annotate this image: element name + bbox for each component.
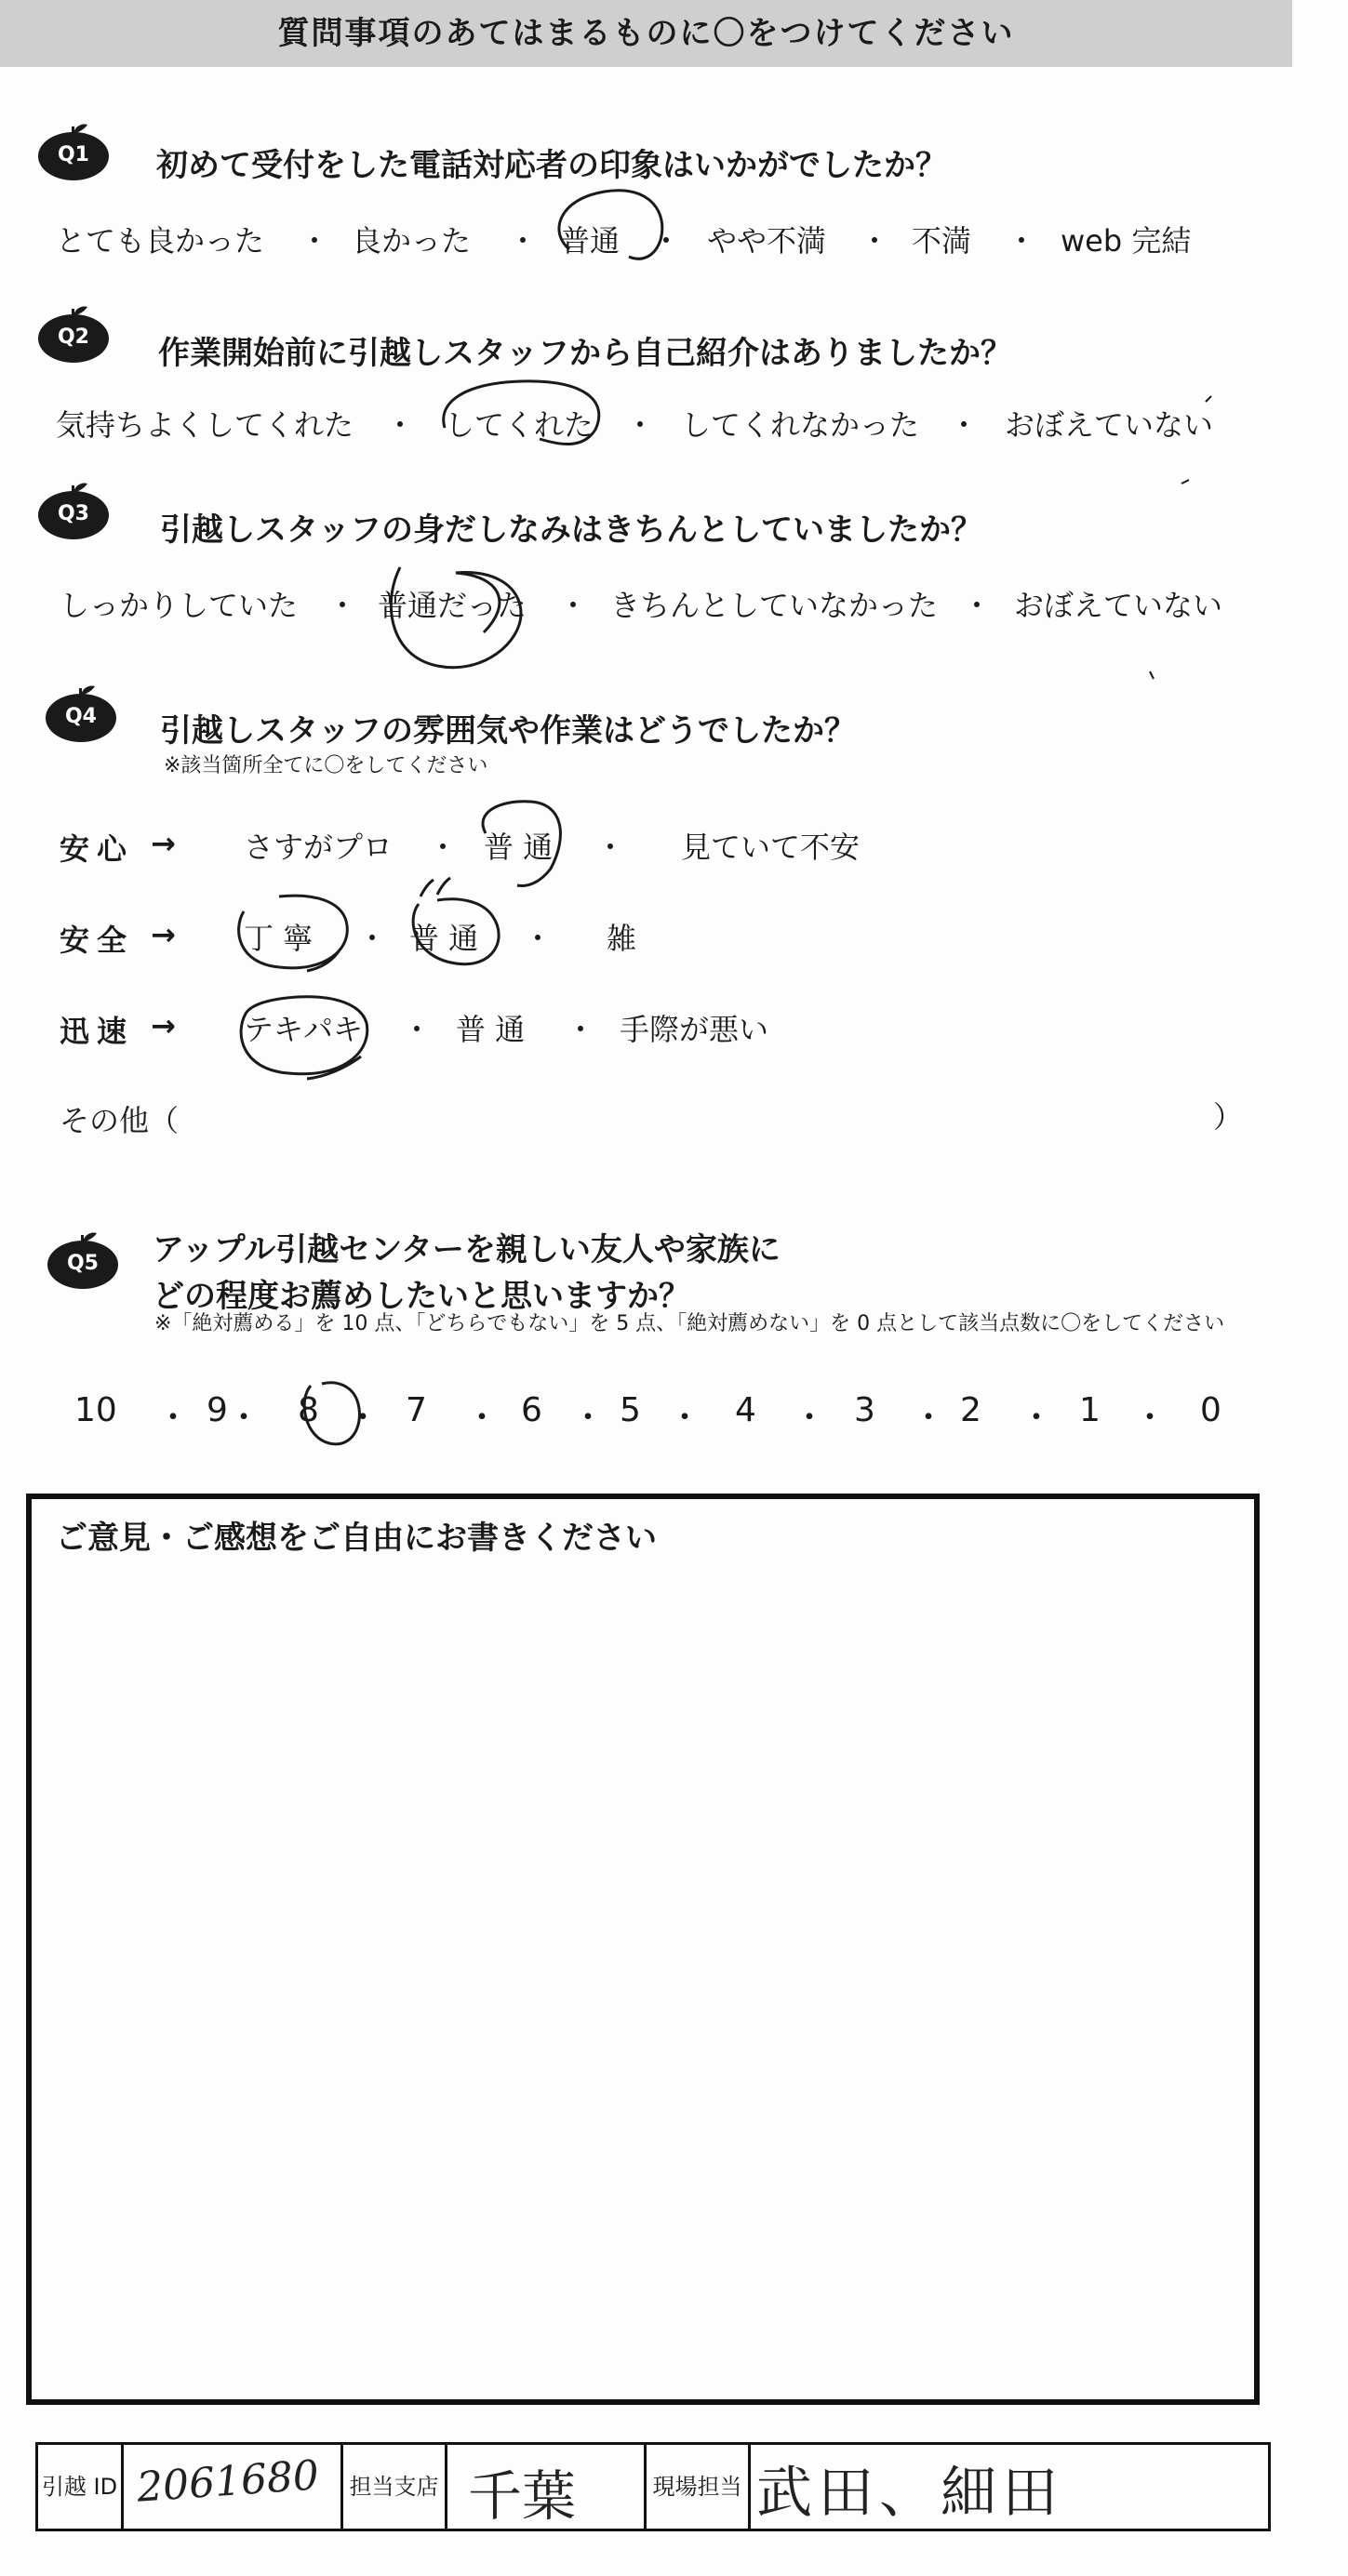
- q4-note: ※該当箇所全てに〇をしてください: [164, 754, 488, 777]
- q4-sep: ・: [428, 830, 459, 865]
- q4-option[interactable]: 見ていて不安: [681, 830, 861, 865]
- arrow-icon: →: [151, 826, 183, 861]
- q2-badge-label: Q2: [57, 325, 89, 349]
- q1-title: 初めて受付をした電話対応者の印象はいかがでしたか？: [156, 147, 947, 184]
- selection-circle: [413, 878, 499, 964]
- selection-circle: [391, 567, 521, 668]
- score-sep: ・: [156, 1399, 191, 1437]
- q4-row-label: 迅速: [60, 1014, 135, 1049]
- q3-option-selected[interactable]: 普通だった: [378, 588, 527, 623]
- score-option[interactable]: 6: [521, 1391, 542, 1429]
- q4-sep: ・: [566, 1012, 596, 1047]
- branch-value: 千葉: [468, 2464, 577, 2528]
- score-option[interactable]: 3: [854, 1391, 875, 1429]
- score-sep: ・: [912, 1399, 946, 1437]
- q4-sep: ・: [523, 921, 554, 956]
- q4-option[interactable]: さすがプロ: [244, 830, 394, 865]
- q2-option-selected[interactable]: してくれた: [445, 407, 594, 443]
- score-option[interactable]: 10: [74, 1391, 117, 1429]
- score-sep: ・: [1020, 1399, 1054, 1437]
- score-option[interactable]: 4: [735, 1391, 756, 1429]
- q1-sep: ・: [300, 223, 330, 259]
- q1-sep: ・: [860, 223, 890, 259]
- q3-sep: ・: [962, 588, 993, 623]
- q1-option[interactable]: 不満: [912, 223, 972, 259]
- page-title: 質問事項のあてはまるものに〇をつけてください: [277, 15, 1015, 52]
- staff-value: 武田、細田: [756, 2461, 1063, 2526]
- score-sep: ・: [668, 1399, 702, 1437]
- q1-option[interactable]: とても良かった: [56, 223, 265, 259]
- selection-circle: [239, 896, 348, 971]
- q5-title-line1: アップル引越センターを親しい友人や家族に: [153, 1231, 781, 1268]
- id-label: 引越 ID: [38, 2445, 124, 2529]
- selection-circle: [241, 997, 367, 1079]
- arrow-icon: →: [151, 917, 183, 952]
- q2-sep: ・: [385, 407, 416, 443]
- score-sep: ・: [571, 1399, 606, 1437]
- q4-other-close: ）: [1213, 1099, 1244, 1135]
- q3-option[interactable]: おぼえていない: [1014, 588, 1223, 623]
- q1-option[interactable]: web 完結: [1061, 223, 1192, 259]
- score-option[interactable]: 1: [1079, 1391, 1101, 1429]
- q4-option-selected[interactable]: テキパキ: [244, 1012, 364, 1047]
- q4-sep: ・: [402, 1012, 433, 1047]
- score-sep: ・: [346, 1399, 380, 1437]
- score-option[interactable]: 0: [1200, 1391, 1221, 1429]
- score-option[interactable]: 9: [207, 1391, 228, 1429]
- score-sep: ・: [465, 1399, 500, 1437]
- q5-title-line2: どの程度お薦めしたいと思いますか？: [153, 1278, 690, 1315]
- q4-option[interactable]: 手際が悪い: [620, 1012, 769, 1047]
- q4-option[interactable]: 雑: [607, 921, 637, 956]
- q4-row-label: 安心: [60, 831, 135, 867]
- q4-option-selected[interactable]: 丁 寧: [244, 921, 314, 956]
- q1-option[interactable]: やや不満: [707, 223, 827, 259]
- q1-sep: ・: [508, 223, 539, 259]
- score-option[interactable]: 7: [406, 1391, 427, 1429]
- q3-option[interactable]: きちんとしていなかった: [610, 588, 939, 623]
- score-option-selected[interactable]: 8: [298, 1391, 319, 1429]
- q1-badge-label: Q1: [57, 143, 89, 166]
- selection-circle: [483, 802, 560, 886]
- score-sep: ・: [227, 1399, 261, 1437]
- q4-sep: ・: [357, 921, 388, 956]
- q5-note: ※「絶対薦める」を 10 点、「どちらでもない」を 5 点、「絶対薦めない」を 0 点として該当点数に〇をしてください: [154, 1312, 1225, 1335]
- score-sep: ・: [1133, 1399, 1168, 1437]
- selection-circle: [304, 1383, 359, 1444]
- q3-option[interactable]: しっかりしていた: [60, 588, 299, 623]
- q5-badge-label: Q5: [66, 1252, 99, 1275]
- arrow-icon: →: [151, 1008, 183, 1043]
- q1-sep: ・: [1007, 223, 1037, 259]
- q4-option-selected[interactable]: 普 通: [484, 830, 554, 865]
- q3-title: 引越しスタッフの身だしなみはきちんとしていましたか？: [160, 511, 982, 549]
- selection-circle: [559, 191, 662, 259]
- q4-option[interactable]: 普 通: [456, 1012, 526, 1047]
- branch-label: 担当支店: [343, 2445, 447, 2529]
- q3-sep: ・: [327, 588, 358, 623]
- q2-option[interactable]: おぼえていない: [1005, 407, 1214, 443]
- id-value: 2061680: [135, 2451, 321, 2512]
- q1-sep: ・: [651, 223, 682, 259]
- q4-badge-label: Q4: [64, 705, 97, 728]
- q2-option[interactable]: 気持ちよくしてくれた: [56, 407, 354, 443]
- q4-title: 引越しスタッフの雰囲気や作業はどうでしたか？: [160, 712, 856, 750]
- q2-option[interactable]: してくれなかった: [681, 407, 920, 443]
- q2-sep: ・: [625, 407, 656, 443]
- q4-other-label: その他（: [60, 1103, 180, 1138]
- comment-title: ご意見・ご感想をご自由にお書きください: [56, 1520, 657, 1557]
- q4-row-label: 安全: [60, 923, 135, 958]
- q1-option-selected[interactable]: 普通: [560, 223, 621, 259]
- q2-title: 作業開始前に引越しスタッフから自己紹介はありましたか？: [158, 335, 1012, 372]
- q2-sep: ・: [949, 407, 980, 443]
- score-sep: ・: [793, 1399, 827, 1437]
- score-option[interactable]: 2: [960, 1391, 981, 1429]
- q4-sep: ・: [595, 830, 626, 865]
- selection-circle: [444, 381, 599, 445]
- score-option[interactable]: 5: [620, 1391, 641, 1429]
- q3-badge-label: Q3: [57, 502, 89, 525]
- q3-sep: ・: [558, 588, 589, 623]
- staff-label: 現場担当: [647, 2445, 751, 2529]
- q1-option[interactable]: 良かった: [352, 223, 472, 259]
- q4-option-selected[interactable]: 普 通: [409, 921, 479, 956]
